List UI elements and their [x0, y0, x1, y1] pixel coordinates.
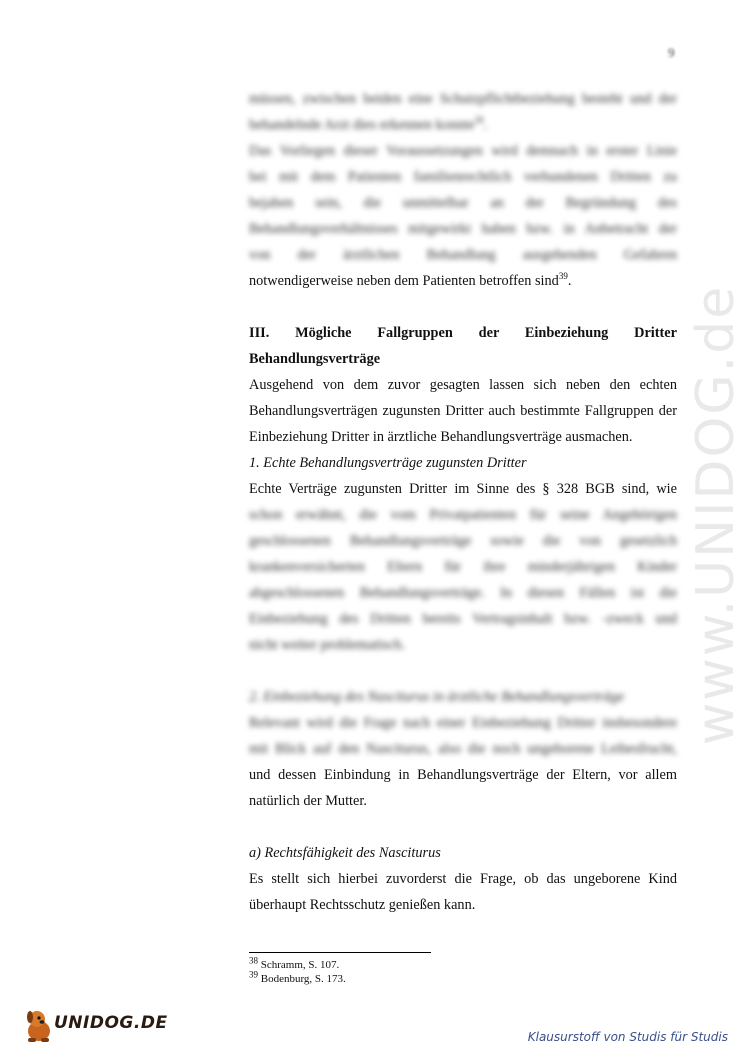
- watermark-text: www.UNIDOG.de: [686, 284, 746, 746]
- body-line: und dessen Einbindung in Behandlungsverträge der Eltern, vor allem: [249, 767, 677, 783]
- footer-tagline: Klausurstoff von Studis für Studis: [527, 1030, 728, 1044]
- blurred-line: krankenversicherten Eltern für ihre minderjährigen Kinder: [249, 559, 677, 575]
- document-body: [249, 86, 677, 918]
- blurred-line: geschlossenen Behandlungsverträge sowie die von gesetzlich: [249, 533, 677, 549]
- body-line: Echte Verträge zugunsten Dritter im Sinne des § 328 BGB sind, wie: [249, 481, 677, 497]
- blurred-line: mit Blick auf den Nasciturus, also die noch ungeborene Leibesfrucht,: [249, 741, 677, 757]
- blurred-line: abgeschlossenen Behandlungsverträge. In diesen Fällen ist die: [249, 585, 677, 601]
- footnote-ref: 39: [558, 271, 568, 282]
- logo-text: UNIDOG.DE: [54, 1013, 168, 1033]
- footnote-separator: [249, 952, 431, 953]
- paragraph-intro: Ausgehend von dem zuvor gesagten lassen sich neben den echten Behandlungsverträgen zugunsten Dritter auch bestimmte Fallgruppen der Einbeziehung Dritter in ärztliche Behandlungsverträge ausmachen.: [249, 377, 677, 445]
- dog-icon: [22, 1007, 56, 1045]
- paragraph-nasciturus: Es stellt sich hierbei zuvorderst die Frage, ob das ungeborene Kind überhaupt Rechtsschutz genießen kann.: [249, 871, 677, 913]
- unidog-logo[interactable]: [22, 1007, 168, 1049]
- footnote-38: $^{38}$ Schramm, S. 107.: [249, 955, 340, 971]
- blurred-line: nicht weiter problematisch.: [249, 637, 406, 653]
- blurred-line: Behandlungsverhältnisses mitgewirkt haben bzw. in Anbetracht der: [249, 221, 677, 237]
- blurred-line: Das Vorliegen dieser Voraussetzungen wird demnach in erster Linie: [249, 143, 677, 159]
- body-line: notwendigerweise neben dem Patienten betroffen sind$^{39}$.: [249, 271, 572, 289]
- blurred-line: müssen, zwischen beiden eine Schutzpflichtbeziehung besteht und der: [249, 91, 677, 107]
- subheading-a: a) Rechtsfähigkeit des Nasciturus: [249, 845, 441, 861]
- page-number: 9: [668, 45, 675, 60]
- footnote-39: $^{39}$ Bodenburg, S. 173.: [249, 969, 346, 985]
- blurred-line: behandelnde Arzt dies erkennen konnte$^{38}$.: [249, 115, 488, 133]
- section-heading: III. Mögliche Fallgruppen der Einbeziehung Dritter: [249, 325, 677, 341]
- blurred-line: schon erwähnt, die vom Privatpatienten für seine Angehörigen: [249, 507, 677, 523]
- section-heading-cont: Behandlungsverträge: [249, 351, 381, 367]
- blurred-line: von der ärztlichen Behandlung ausgehenden Gefahren: [249, 247, 677, 263]
- blurred-line: Einbeziehung des Dritten bereits Vertragsinhalt bzw. -zweck und: [249, 611, 677, 627]
- blurred-line: bei mit dem Patienten familienrechtlich verbundenen Dritten zu: [249, 169, 677, 185]
- blurred-line: bejahen sein, die unmittelbar an der Begründung des: [249, 195, 677, 211]
- subheading-1: 1. Echte Behandlungsverträge zugunsten Dritter: [249, 455, 527, 471]
- blurred-line: Relevant wird die Frage nach einer Einbeziehung Dritter insbesondere: [249, 715, 677, 731]
- footnotes: [249, 955, 346, 986]
- body-line: natürlich der Mutter.: [249, 793, 367, 809]
- subheading-2: 2. Einbeziehung des Nasciturus in ärztliche Behandlungsverträge: [249, 689, 625, 705]
